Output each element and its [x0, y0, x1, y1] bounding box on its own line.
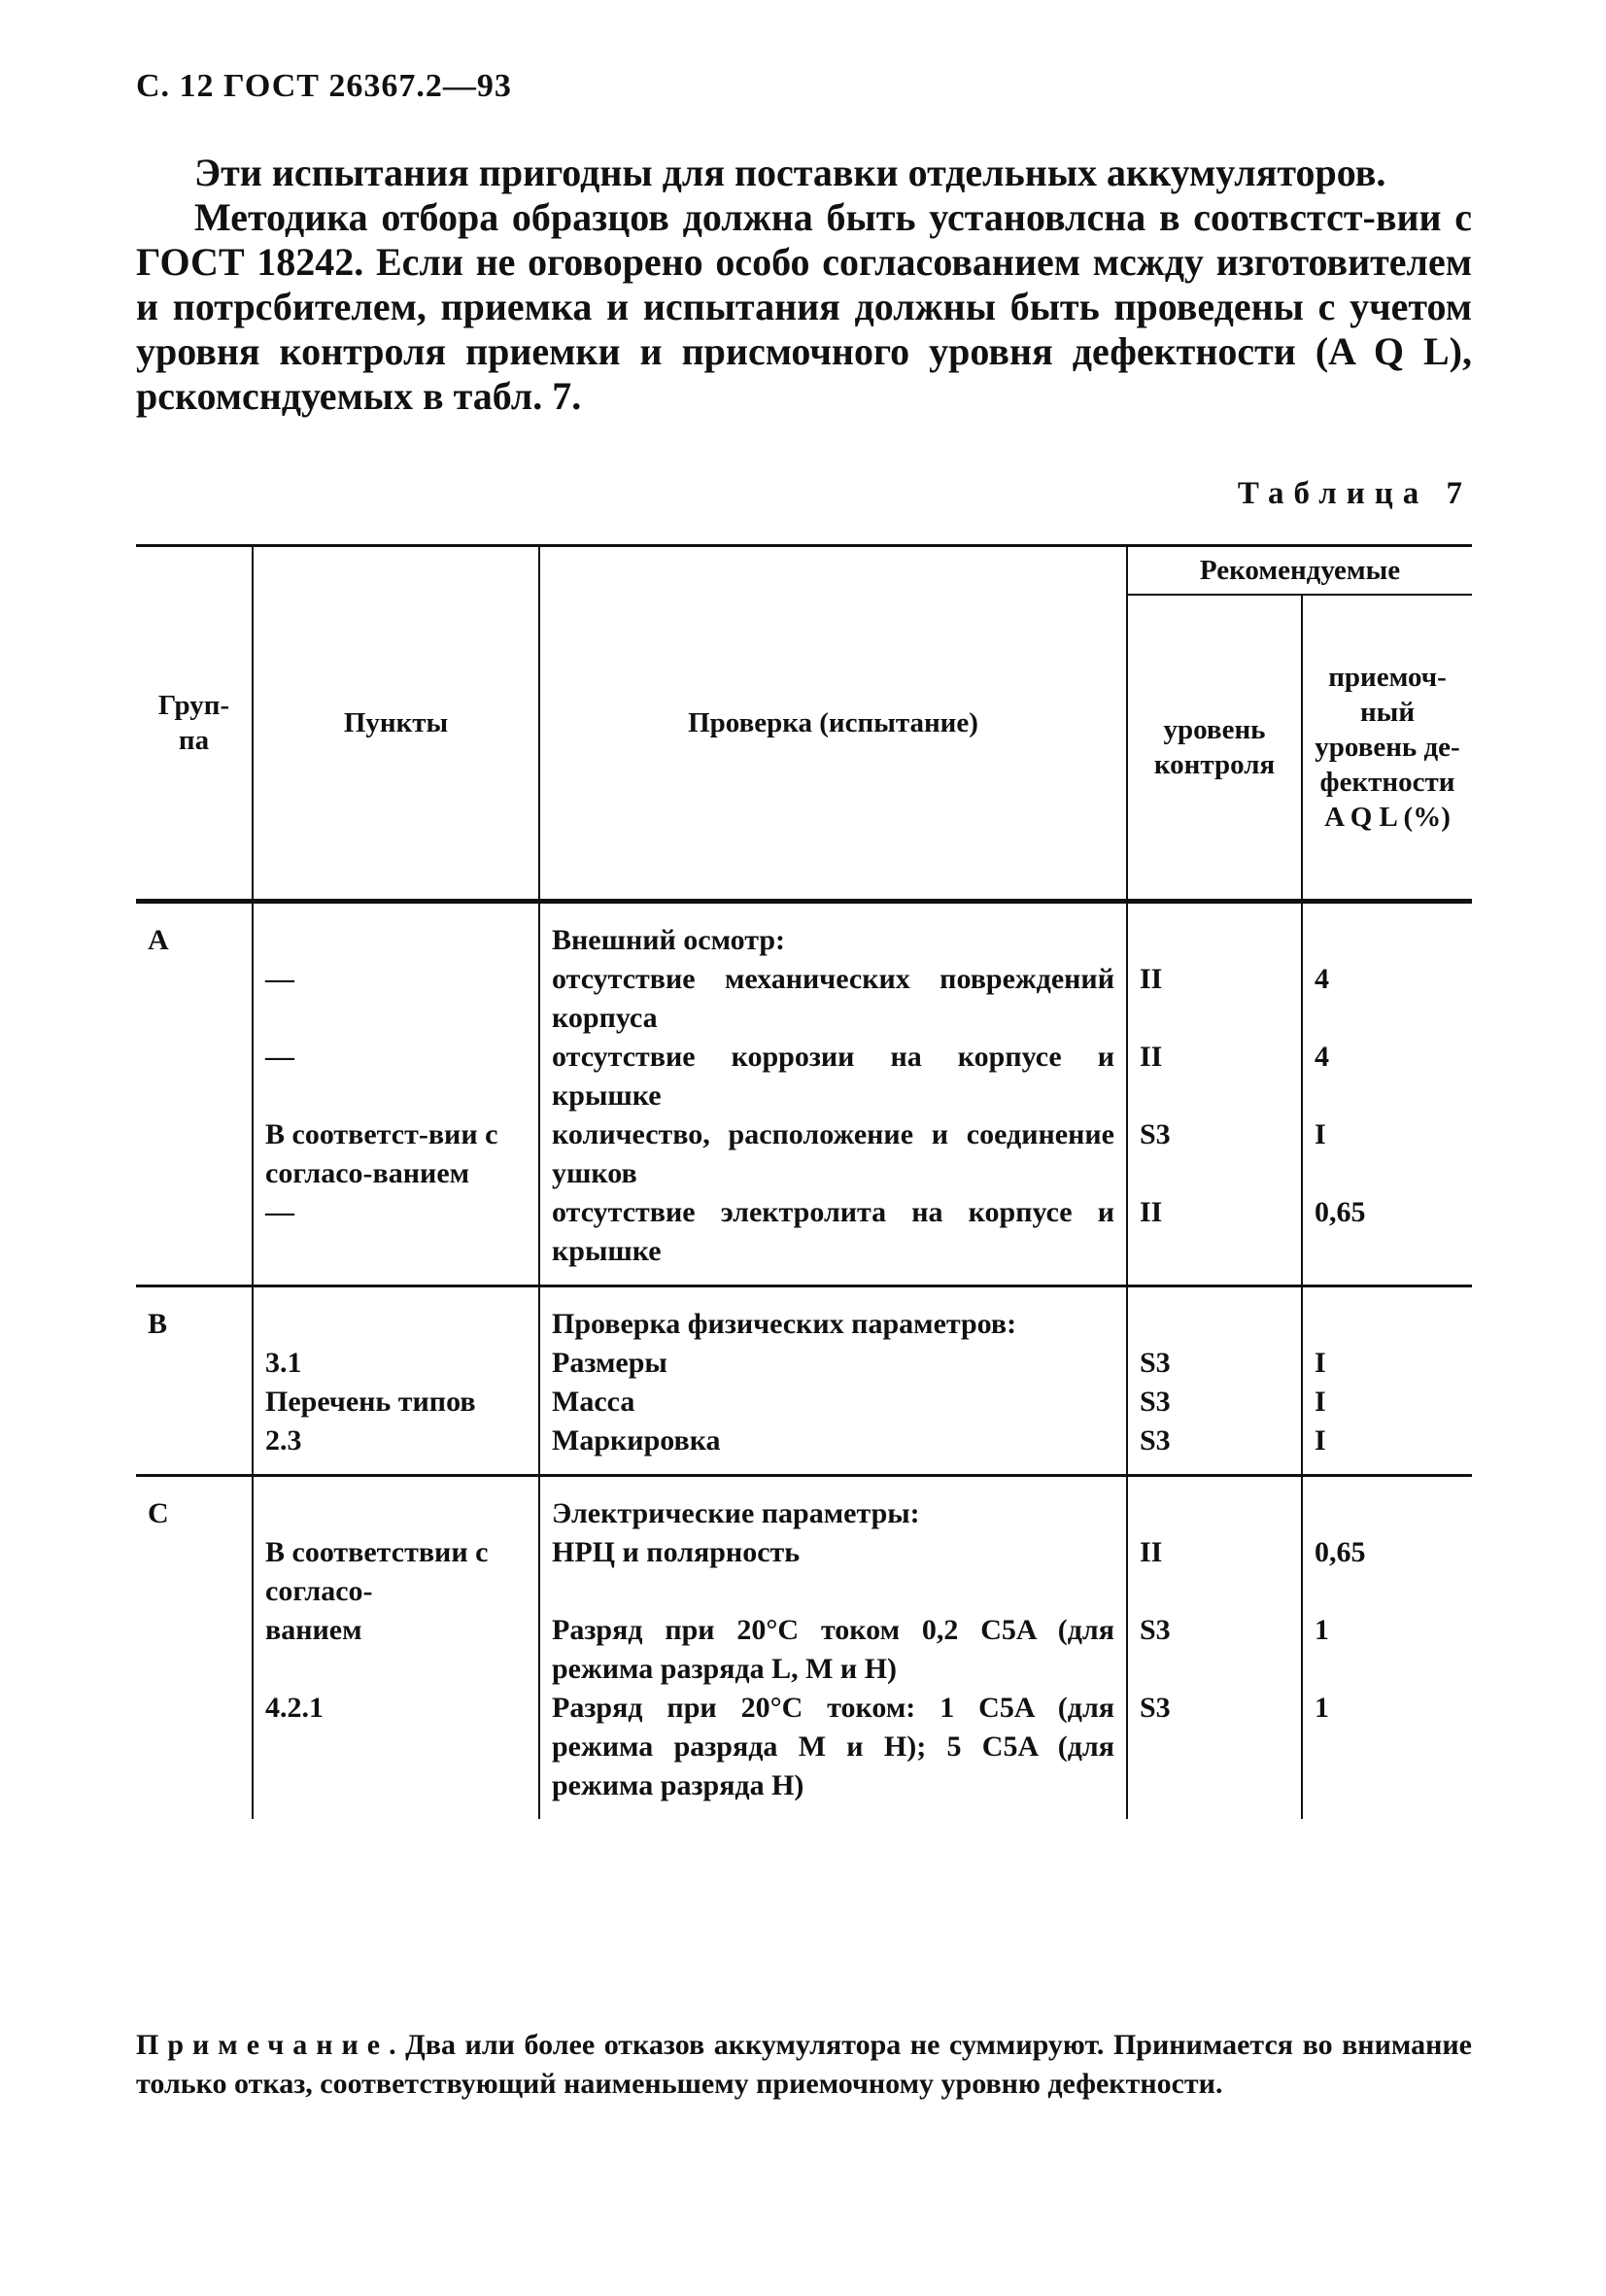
header-control-level: уровень контроля — [1127, 595, 1302, 902]
items-cell — [253, 902, 539, 961]
table-row — [136, 1115, 1472, 1193]
level-cell — [1127, 1286, 1302, 1345]
table-row — [136, 1193, 1472, 1286]
page-header: С. 12 ГОСТ 26367.2—93 — [136, 68, 512, 104]
table-header — [136, 546, 1472, 902]
aql-cell: I — [1302, 1115, 1472, 1193]
aql-cell: 4 — [1302, 1038, 1472, 1115]
aql-cell: 0,65 — [1302, 1193, 1472, 1286]
aql-cell: 1 — [1302, 1689, 1472, 1819]
check-cell: Масса — [539, 1383, 1127, 1422]
aql-cell: I — [1302, 1344, 1472, 1383]
level-cell: II — [1127, 1038, 1302, 1115]
check-cell: Разряд при 20°C током: 1 C5A (для режима разряда M и H); 5 C5A (для режима разряда H) — [539, 1689, 1127, 1819]
level-cell: II — [1127, 1193, 1302, 1286]
check-cell: Внешний осмотр: — [539, 902, 1127, 961]
aql-cell: 1 — [1302, 1611, 1472, 1689]
table-group — [136, 1286, 1472, 1476]
level-cell: S3 — [1127, 1383, 1302, 1422]
aql-cell: I — [1302, 1383, 1472, 1422]
table-caption: Таблица 7 — [1237, 476, 1472, 511]
header-group: Груп-па — [136, 546, 253, 902]
level-cell: S3 — [1127, 1115, 1302, 1193]
header-items: Пункты — [253, 546, 539, 902]
check-cell: НРЦ и полярность — [539, 1533, 1127, 1611]
table-row — [136, 960, 1472, 1038]
check-cell: отсутствие механических повреждений корпуса — [539, 960, 1127, 1038]
items-cell: 2.3 — [253, 1422, 539, 1476]
table-row — [136, 1476, 1472, 1534]
aql-cell: I — [1302, 1422, 1472, 1476]
items-cell: — — [253, 1038, 539, 1115]
check-cell: Размеры — [539, 1344, 1127, 1383]
items-cell: — — [253, 960, 539, 1038]
table-group — [136, 1476, 1472, 1820]
table-row — [136, 1038, 1472, 1115]
aql-cell — [1302, 1286, 1472, 1345]
level-cell: II — [1127, 960, 1302, 1038]
items-cell: 4.2.1 — [253, 1689, 539, 1819]
level-cell: S3 — [1127, 1689, 1302, 1819]
items-cell: — — [253, 1193, 539, 1286]
header-check: Проверка (испытание) — [539, 546, 1127, 902]
level-cell — [1127, 1476, 1302, 1534]
items-cell: Перечень типов — [253, 1383, 539, 1422]
items-cell: В соответствии с согласо- — [253, 1533, 539, 1611]
check-cell: отсутствие коррозии на корпусе и крышке — [539, 1038, 1127, 1115]
check-cell: Проверка физических параметров: — [539, 1286, 1127, 1345]
level-cell: S3 — [1127, 1422, 1302, 1476]
aql-cell — [1302, 902, 1472, 961]
table-row — [136, 1533, 1472, 1611]
table-row — [136, 1422, 1472, 1476]
intro-paragraph-2: Методика отбора образцов должна быть установлсна в соотвстст-вии с ГОСТ 18242. Если не оговорено особо согласованием мсжду изготовителем и потрсбителем, приемка и испытания должны быть проведены с учетом уровня контроля приемки и присмочного уровня дефектности (A Q L), рскомсндуемых в табл. 7. — [136, 195, 1472, 418]
table-row — [136, 902, 1472, 961]
header-recommended: Рекомендуемые — [1127, 546, 1472, 596]
items-cell: В соответст-вии с согласо-ванием — [253, 1115, 539, 1193]
table-row — [136, 1383, 1472, 1422]
items-cell: ванием — [253, 1611, 539, 1689]
group-cell: B — [136, 1286, 253, 1476]
aql-cell: 4 — [1302, 960, 1472, 1038]
table-row — [136, 1286, 1472, 1345]
aql-cell — [1302, 1476, 1472, 1534]
check-cell: Электрические параметры: — [539, 1476, 1127, 1534]
check-cell: Маркировка — [539, 1422, 1127, 1476]
table-7 — [136, 544, 1472, 1819]
level-cell: II — [1127, 1533, 1302, 1611]
check-cell: количество, расположение и соединение ушков — [539, 1115, 1127, 1193]
note-text: . Два или более отказов аккумулятора не суммируют. Принимается во внимание только отказ, соответствующий наименьшему приемочному уровню дефектности. — [136, 2029, 1472, 2100]
items-cell — [253, 1476, 539, 1534]
intro-text — [136, 151, 1472, 419]
check-cell: отсутствие электролита на корпусе и крышке — [539, 1193, 1127, 1286]
check-cell: Разряд при 20°C током 0,2 C5A (для режима разряда L, M и H) — [539, 1611, 1127, 1689]
level-cell: S3 — [1127, 1344, 1302, 1383]
note — [136, 2026, 1472, 2104]
group-cell: A — [136, 902, 253, 1286]
items-cell: 3.1 — [253, 1344, 539, 1383]
intro-paragraph-1: Эти испытания пригодны для поставки отдельных аккумуляторов. — [194, 151, 1386, 194]
note-label: Примечание — [136, 2029, 390, 2061]
aql-cell: 0,65 — [1302, 1533, 1472, 1611]
level-cell: S3 — [1127, 1611, 1302, 1689]
table-row — [136, 1689, 1472, 1819]
header-aql: приемоч-ный уровень де-фектности A Q L (%) — [1302, 595, 1472, 902]
items-cell — [253, 1286, 539, 1345]
table-row — [136, 1611, 1472, 1689]
table-group — [136, 902, 1472, 1286]
group-cell: C — [136, 1476, 253, 1820]
level-cell — [1127, 902, 1302, 961]
table-row — [136, 1344, 1472, 1383]
